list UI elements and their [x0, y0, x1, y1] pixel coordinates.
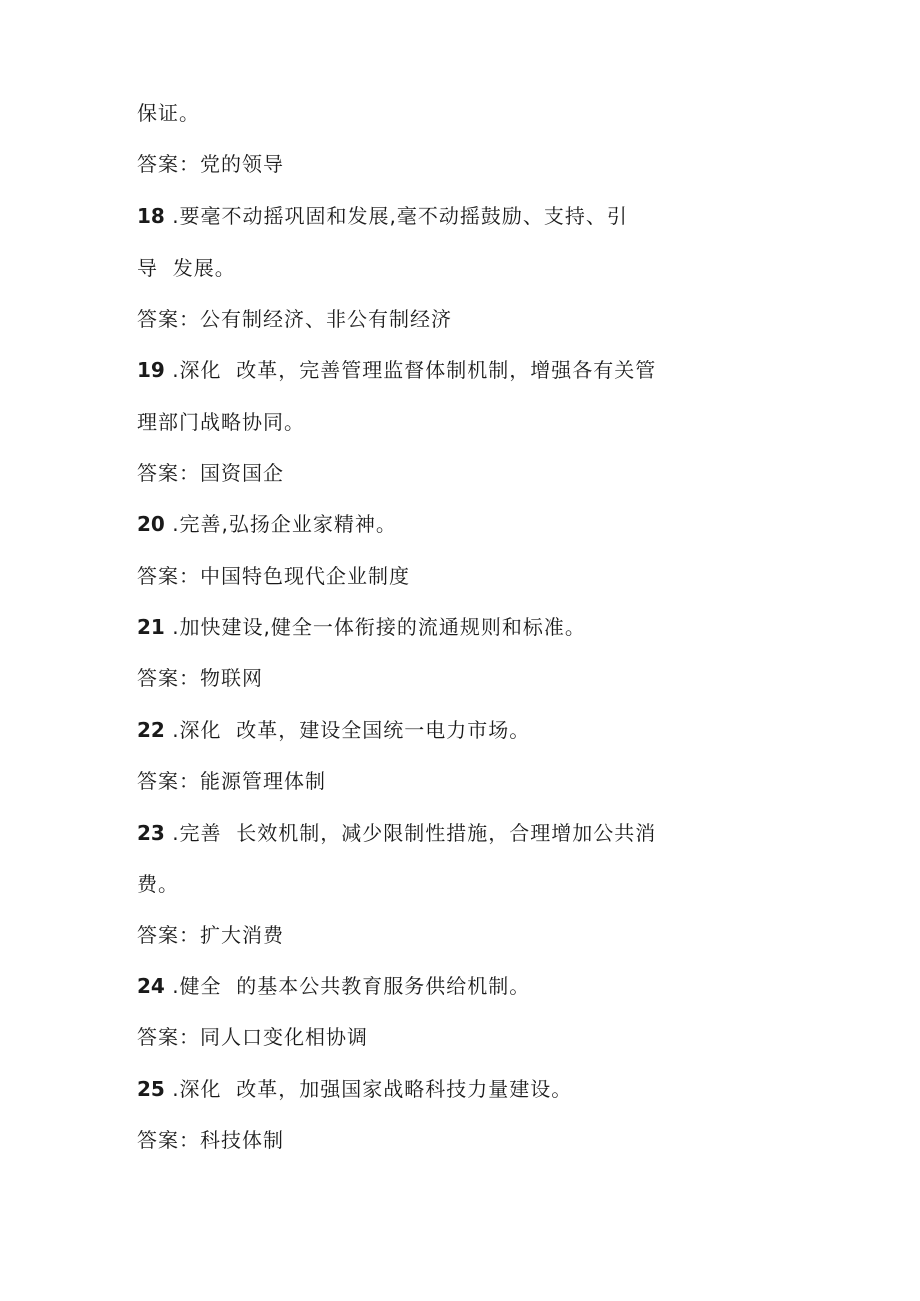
question-number: 18	[137, 204, 165, 228]
question-20: 20 .完善,弘扬企业家精神。	[137, 512, 397, 536]
answer-line: 答案：同人口变化相协调	[137, 1025, 368, 1049]
text-line: 保证。	[137, 101, 200, 125]
question-number: 20	[137, 512, 165, 536]
answer-line: 答案：能源管理体制	[137, 769, 326, 793]
text-line: 费。	[137, 872, 179, 896]
question-19: 19 .深化 改革，完善管理监督体制机制，增强各有关管	[137, 358, 657, 382]
question-23: 23 .完善 长效机制，减少限制性措施，合理增加公共消	[137, 821, 657, 845]
answer-line: 答案：中国特色现代企业制度	[137, 564, 410, 588]
question-18: 18 .要毫不动摇巩固和发展,毫不动摇鼓励、支持、引	[137, 204, 628, 228]
text-line: 理部门战略协同。	[137, 410, 305, 434]
question-25: 25 .深化 改革，加强国家战略科技力量建设。	[137, 1077, 573, 1101]
answer-line: 答案：公有制经济、非公有制经济	[137, 307, 452, 331]
question-number: 21	[137, 615, 165, 639]
answer-line: 答案：党的领导	[137, 152, 284, 176]
answer-line: 答案：物联网	[137, 666, 263, 690]
question-21: 21 .加快建设,健全一体衔接的流通规则和标准。	[137, 615, 586, 639]
answer-line: 答案：扩大消费	[137, 923, 284, 947]
question-number: 24	[137, 974, 165, 998]
question-22: 22 .深化 改革，建设全国统一电力市场。	[137, 718, 531, 742]
text-line: 导 发展。	[137, 256, 236, 280]
question-number: 23	[137, 821, 165, 845]
answer-line: 答案：国资国企	[137, 461, 284, 485]
question-number: 25	[137, 1077, 165, 1101]
question-24: 24 .健全 的基本公共教育服务供给机制。	[137, 974, 531, 998]
question-number: 22	[137, 718, 165, 742]
answer-line: 答案：科技体制	[137, 1128, 284, 1152]
question-number: 19	[137, 358, 165, 382]
